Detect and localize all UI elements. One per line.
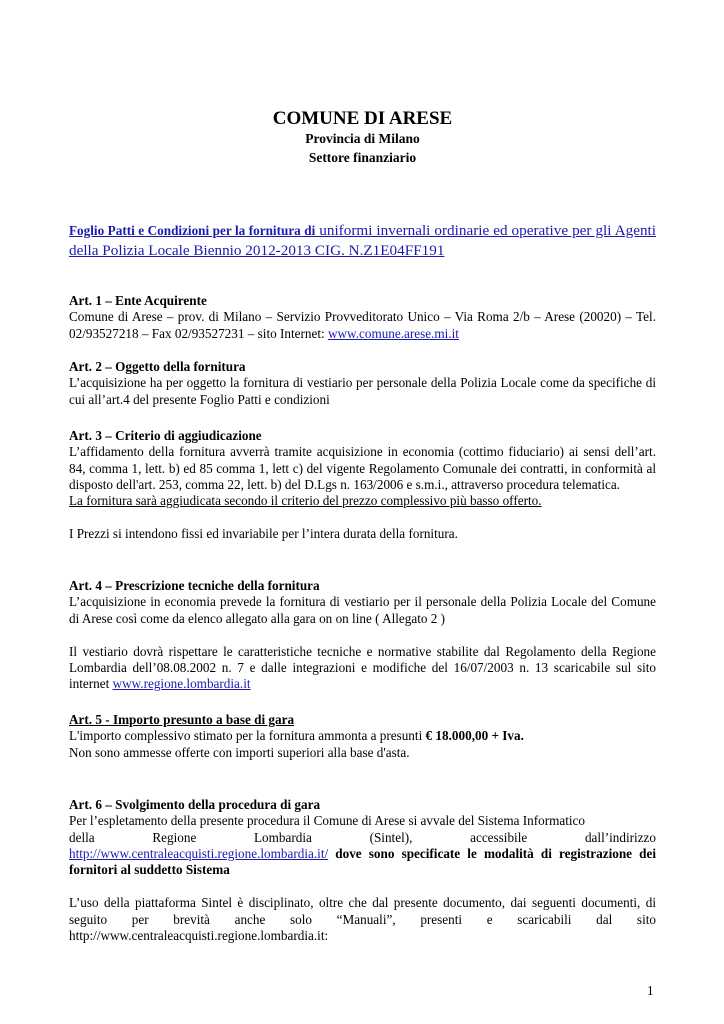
regione-website-link[interactable]: www.regione.lombardia.it — [112, 676, 251, 692]
article-5 — [69, 712, 656, 761]
word: Lombardia — [254, 829, 312, 845]
letterhead — [69, 108, 656, 167]
article-5-title: Art. 5 - Importo presunto a base di gara — [69, 712, 295, 727]
article-6-text2: L’uso della piattaforma Sintel è disciplinato, oltre che dal presente documento, dai seguenti documenti, di seguito per brevità anche solo “Manuali”, presenti e scaricabili dal sito http://www.centraleacquisti.regione.lombardia.it: — [69, 895, 656, 944]
word: della — [69, 829, 95, 845]
province-label: Provincia di Milano — [305, 131, 420, 146]
article-4-text2 — [69, 644, 656, 693]
page-title: COMUNE DI ARESE — [272, 108, 453, 129]
centraleacquisti-link[interactable]: http://www.centraleacquisti.regione.lombardia.it/ — [69, 845, 329, 861]
page-number: 1 — [647, 983, 654, 998]
article-6-line2 — [69, 830, 656, 846]
word: dall’indirizzo — [584, 829, 656, 845]
document-subject — [69, 221, 656, 261]
word: Regione — [152, 829, 197, 845]
subject-lead: Foglio Patti e Condizioni per la fornitura di — [69, 223, 316, 238]
document-page — [69, 0, 656, 1024]
article-4-text: L’acquisizione in economia prevede la fornitura di vestiario per il personale della Polizia Locale del Comune di Arese così come da elenco allegato alla gara on on line ( Allegato 2 ) — [69, 594, 656, 626]
comune-website-link[interactable]: www.comune.arese.mi.it — [327, 325, 459, 341]
article-4 — [69, 578, 656, 693]
article-3-title: Art. 3 – Criterio di aggiudicazione — [69, 428, 262, 443]
article-2-title: Art. 2 – Oggetto della fornitura — [69, 359, 246, 374]
article-6-link-line — [69, 846, 656, 879]
article-3-text: L’affidamento della fornitura avverrà tramite acquisizione in economia (cottimo fiduciario) ai sensi dell’art. 84, comma 1, lett. b) ed 85 comma 1, lett c) del vigente Regolamento Comunale dei contratti, in conformità al disposto dell'art. 253, comma 22, lett. b) del D.Lgs n. 163/2006 e s.m.i., attraverso procedura telematica. — [69, 444, 656, 492]
word: (Sintel), — [369, 829, 413, 845]
article-6-title: Art. 6 – Svolgimento della procedura di gara — [69, 797, 321, 812]
article-4-body: Il vestiario dovrà rispettare le caratteristiche tecniche e normative stabilite dal Regolamento della Regione Lombardia dell’08.08.2002 n. 7 e dalle integrazioni e modifiche del 16/07/2003 n. 13 scaricabile sul sito internet — [69, 643, 656, 692]
subject-rest: uniformi invernali ordinarie ed operative per gli Agenti della Polizia Locale Biennio 2012-2013 CIG. N.Z1E04FF191 — [69, 222, 656, 259]
article-5-amount: € 18.000,00 + Iva. — [425, 728, 524, 744]
article-1-text — [69, 309, 656, 342]
article-6 — [69, 797, 656, 944]
article-6-bold-tail: dove sono specificate le modalità di registrazione dei fornitori al suddetto Sistema — [69, 845, 656, 878]
word: accessibile — [470, 829, 528, 845]
article-3 — [69, 428, 656, 543]
article-1 — [69, 293, 656, 342]
article-2 — [69, 359, 656, 408]
article-1-title: Art. 1 – Ente Acquirente — [69, 293, 207, 308]
article-5-text — [69, 728, 656, 744]
article-3-criterion: La fornitura sarà aggiudicata secondo il criterio del prezzo complessivo più basso offerto. — [69, 493, 542, 509]
article-5-text2: Non sono ammesse offerte con importi superiori alla base d'asta. — [69, 744, 410, 760]
article-3-prices: I Prezzi si intendono fissi ed invariabile per l’intera durata della fornitura. — [69, 526, 458, 542]
article-2-text: L’acquisizione ha per oggetto la fornitura di vestiario per personale della Polizia Locale come da specifiche di cui all’art.4 del presente Foglio Patti e condizioni — [69, 375, 656, 407]
article-6-line1: Per l’espletamento della presente procedura il Comune di Arese si avvale del Sistema Informatico — [69, 813, 585, 829]
article-1-body: Comune di Arese – prov. di Milano – Servizio Provveditorato Unico – Via Roma 2/b – Arese (20020) – Tel. 02/93527218 – Fax 02/93527231 – sito Internet: — [69, 309, 656, 341]
sector-label: Settore finanziario — [308, 149, 417, 165]
article-5-body: L'importo complessivo stimato per la fornitura ammonta a presunti — [69, 728, 426, 744]
article-4-title: Art. 4 – Prescrizione tecniche della fornitura — [69, 578, 320, 593]
